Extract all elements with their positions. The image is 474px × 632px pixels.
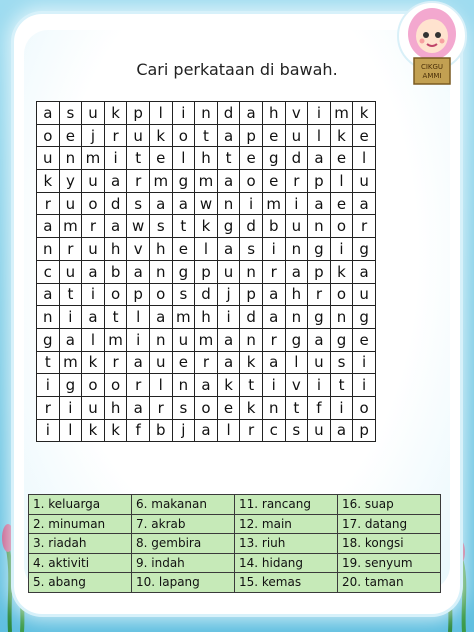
grid-cell[interactable]: n (149, 328, 172, 351)
grid-cell[interactable]: a (240, 102, 263, 125)
grid-row (37, 328, 376, 351)
grid-cell[interactable]: l (149, 102, 172, 125)
grid-cell[interactable]: a (353, 260, 376, 283)
grid-cell[interactable]: o (104, 374, 127, 397)
grid-cell[interactable]: a (82, 306, 105, 329)
grid-cell[interactable]: a (37, 283, 60, 306)
grid-cell[interactable]: a (127, 260, 150, 283)
grid-cell[interactable]: a (104, 170, 127, 193)
grid-cell[interactable]: s (149, 215, 172, 238)
grid-cell[interactable]: a (195, 419, 218, 442)
word-list-item: 20. taman (338, 573, 441, 593)
grid-cell[interactable]: u (172, 328, 195, 351)
grid-cell[interactable]: k (82, 419, 105, 442)
grid-cell[interactable]: u (82, 170, 105, 193)
grid-cell[interactable]: r (104, 351, 127, 374)
grid-cell[interactable]: u (127, 124, 150, 147)
grid-cell[interactable]: k (240, 351, 263, 374)
grid-cell[interactable]: t (285, 396, 308, 419)
grid-cell[interactable]: a (127, 396, 150, 419)
grid-cell[interactable]: h (195, 306, 218, 329)
grid-cell[interactable]: c (37, 260, 60, 283)
grid-cell[interactable]: t (240, 374, 263, 397)
grid-cell[interactable]: m (195, 170, 218, 193)
grid-cell[interactable]: i (82, 283, 105, 306)
grid-cell[interactable]: e (172, 351, 195, 374)
grid-cell[interactable]: j (82, 124, 105, 147)
grid-cell[interactable]: r (195, 351, 218, 374)
grid-cell[interactable]: g (59, 374, 82, 397)
grid-cell[interactable]: g (285, 328, 308, 351)
word-list-row (29, 495, 441, 515)
grid-cell[interactable]: h (149, 238, 172, 261)
grid-cell[interactable]: i (37, 374, 60, 397)
grid-cell[interactable]: a (149, 192, 172, 215)
grid-cell[interactable]: r (82, 215, 105, 238)
grid-cell[interactable]: e (240, 147, 263, 170)
grid-cell[interactable]: s (172, 283, 195, 306)
grid-cell[interactable]: u (308, 419, 331, 442)
word-list-item: 19. senyum (338, 553, 441, 573)
grid-cell[interactable]: o (240, 170, 263, 193)
grid-cell[interactable]: b (149, 419, 172, 442)
grid-cell[interactable]: h (262, 102, 285, 125)
grid-cell[interactable]: l (82, 328, 105, 351)
grid-cell[interactable]: r (127, 170, 150, 193)
grid-cell[interactable]: l (285, 351, 308, 374)
grid-cell[interactable]: d (195, 283, 218, 306)
grid-cell[interactable]: n (149, 260, 172, 283)
grid-cell[interactable]: i (353, 351, 376, 374)
grid-row (37, 283, 376, 306)
mascot-badge-text: CIKGU AMMI (420, 63, 444, 80)
grid-cell[interactable]: a (217, 328, 240, 351)
grid-cell[interactable]: o (330, 283, 353, 306)
grid-cell[interactable]: a (262, 306, 285, 329)
grid-cell[interactable]: m (104, 328, 127, 351)
grid-cell[interactable]: t (195, 124, 218, 147)
grid-cell[interactable]: m (82, 147, 105, 170)
grid-cell[interactable]: a (308, 147, 331, 170)
grid-cell[interactable]: r (262, 260, 285, 283)
grid-cell[interactable]: n (240, 328, 263, 351)
grid-cell[interactable]: k (149, 124, 172, 147)
word-list-item: 14. hidang (235, 553, 338, 573)
grid-cell[interactable]: n (285, 238, 308, 261)
grid-cell[interactable]: t (330, 374, 353, 397)
grid-cell[interactable]: i (262, 238, 285, 261)
grid-cell[interactable]: n (37, 238, 60, 261)
grid-cell[interactable]: r (59, 238, 82, 261)
grid-cell[interactable]: g (308, 306, 331, 329)
grid-cell[interactable]: p (127, 102, 150, 125)
grid-row (37, 351, 376, 374)
grid-row (37, 147, 376, 170)
grid-cell[interactable]: s (330, 351, 353, 374)
grid-cell[interactable]: e (353, 328, 376, 351)
word-list-item: 1. keluarga (29, 495, 132, 515)
grid-cell[interactable]: h (104, 396, 127, 419)
grid-cell[interactable]: s (240, 238, 263, 261)
grid-cell[interactable]: g (330, 328, 353, 351)
grid-cell[interactable]: j (217, 283, 240, 306)
grid-cell[interactable]: t (37, 351, 60, 374)
grid-cell[interactable]: p (240, 124, 263, 147)
grid-cell[interactable]: j (172, 419, 195, 442)
grid-cell[interactable]: h (104, 238, 127, 261)
grid-cell[interactable]: a (217, 238, 240, 261)
grid-cell[interactable]: p (353, 419, 376, 442)
grid-cell[interactable]: n (285, 306, 308, 329)
grid-cell[interactable]: m (59, 351, 82, 374)
grid-cell[interactable]: i (285, 192, 308, 215)
grid-cell[interactable]: a (262, 351, 285, 374)
word-list-item: 6. makanan (132, 495, 235, 515)
grid-cell[interactable]: r (127, 374, 150, 397)
grid-cell[interactable]: g (172, 170, 195, 193)
grid-cell[interactable]: o (195, 396, 218, 419)
grid-cell[interactable]: d (240, 215, 263, 238)
grid-cell[interactable]: u (37, 147, 60, 170)
grid-cell[interactable]: i (240, 192, 263, 215)
grid-row (37, 306, 376, 329)
grid-cell[interactable]: g (262, 147, 285, 170)
grid-cell[interactable]: i (330, 396, 353, 419)
grid-cell[interactable]: r (37, 192, 60, 215)
grid-cell[interactable]: l (353, 147, 376, 170)
grid-cell[interactable]: e (217, 396, 240, 419)
grid-cell[interactable]: s (172, 396, 195, 419)
grid-cell[interactable]: n (308, 215, 331, 238)
grid-cell[interactable]: e (149, 147, 172, 170)
grid-cell[interactable]: k (104, 102, 127, 125)
grid-cell[interactable]: i (59, 306, 82, 329)
word-search-grid (36, 101, 376, 442)
grid-cell[interactable]: i (308, 102, 331, 125)
grid-cell[interactable]: p (308, 260, 331, 283)
grid-cell[interactable]: a (172, 192, 195, 215)
grid-cell[interactable]: e (262, 124, 285, 147)
grid-cell[interactable]: a (217, 351, 240, 374)
grid-cell[interactable]: r (262, 328, 285, 351)
grid-row (37, 124, 376, 147)
word-list-item: 5. abang (29, 573, 132, 593)
word-list-item: 3. riadah (29, 534, 132, 554)
grid-cell[interactable]: u (82, 396, 105, 419)
grid-cell[interactable]: g (37, 328, 60, 351)
word-list-item: 17. datang (338, 514, 441, 534)
grid-cell[interactable]: b (262, 215, 285, 238)
grid-cell[interactable]: i (217, 306, 240, 329)
grid-cell[interactable]: s (285, 419, 308, 442)
grid-cell[interactable]: a (285, 260, 308, 283)
grid-cell[interactable]: n (195, 102, 218, 125)
word-list-row (29, 534, 441, 554)
grid-cell[interactable]: i (262, 374, 285, 397)
grid-row (37, 170, 376, 193)
grid-row (37, 260, 376, 283)
grid-cell[interactable]: b (104, 260, 127, 283)
grid-cell[interactable]: a (308, 328, 331, 351)
grid-cell[interactable]: t (59, 283, 82, 306)
grid-cell[interactable]: k (104, 419, 127, 442)
grid-cell[interactable]: u (353, 283, 376, 306)
grid-cell[interactable]: o (149, 283, 172, 306)
grid-cell[interactable]: l (149, 374, 172, 397)
grid-cell[interactable]: l (330, 170, 353, 193)
grid-cell[interactable]: o (172, 124, 195, 147)
page-title: Cari perkataan di bawah. (136, 60, 338, 79)
grid-cell[interactable]: a (195, 374, 218, 397)
grid-cell[interactable]: w (127, 215, 150, 238)
grid-cell[interactable]: a (37, 215, 60, 238)
grid-cell[interactable]: m (330, 102, 353, 125)
grid-row (37, 102, 376, 125)
grid-cell[interactable]: u (217, 260, 240, 283)
word-list-row (29, 514, 441, 534)
grid-cell[interactable]: s (59, 102, 82, 125)
grid-cell[interactable]: l (308, 124, 331, 147)
grid-cell[interactable]: n (59, 147, 82, 170)
grid-cell[interactable]: m (262, 192, 285, 215)
grid-cell[interactable]: n (172, 374, 195, 397)
grid-cell[interactable]: k (330, 260, 353, 283)
grid-cell[interactable]: p (127, 283, 150, 306)
grid-cell[interactable]: p (308, 170, 331, 193)
grid-row (37, 192, 376, 215)
grid-cell[interactable]: g (308, 238, 331, 261)
grid-cell[interactable]: t (217, 147, 240, 170)
word-list-item: 10. lapang (132, 573, 235, 593)
grid-cell[interactable]: n (330, 306, 353, 329)
grid-cell[interactable]: a (217, 124, 240, 147)
grid-cell[interactable]: a (353, 192, 376, 215)
grid-cell[interactable]: r (285, 170, 308, 193)
grid-cell[interactable]: l (172, 147, 195, 170)
grid-cell[interactable]: t (127, 147, 150, 170)
grid-cell[interactable]: n (217, 192, 240, 215)
grid-row (37, 374, 376, 397)
grid-cell[interactable]: i (59, 396, 82, 419)
grid-cell[interactable]: g (172, 260, 195, 283)
grid-cell[interactable]: s (127, 192, 150, 215)
grid-cell[interactable]: u (285, 124, 308, 147)
grid-cell[interactable]: m (172, 306, 195, 329)
grid-cell[interactable]: i (308, 374, 331, 397)
grid-cell[interactable]: i (353, 374, 376, 397)
word-list-row (29, 573, 441, 593)
grid-row (37, 419, 376, 442)
grid-cell[interactable]: m (59, 215, 82, 238)
grid-cell[interactable]: a (308, 192, 331, 215)
grid-cell[interactable]: r (240, 419, 263, 442)
grid-cell[interactable]: o (82, 192, 105, 215)
grid-cell[interactable]: e (330, 147, 353, 170)
grid-cell[interactable]: o (37, 124, 60, 147)
grid-cell[interactable]: v (285, 102, 308, 125)
grid-cell[interactable]: e (330, 192, 353, 215)
grid-cell[interactable]: g (353, 306, 376, 329)
grid-cell[interactable]: l (217, 419, 240, 442)
grid-cell[interactable]: v (285, 374, 308, 397)
grid-cell[interactable]: l (127, 306, 150, 329)
grid-cell[interactable]: m (149, 170, 172, 193)
grid-cell[interactable]: u (59, 192, 82, 215)
grid-cell[interactable]: a (104, 215, 127, 238)
grid-cell[interactable]: u (82, 102, 105, 125)
grid-cell[interactable]: i (104, 147, 127, 170)
grid-cell[interactable]: e (353, 124, 376, 147)
grid-cell[interactable]: o (353, 396, 376, 419)
grid-cell[interactable]: u (59, 260, 82, 283)
grid-cell[interactable]: w (195, 192, 218, 215)
grid-cell[interactable]: i (172, 102, 195, 125)
grid-cell[interactable]: n (240, 260, 263, 283)
grid-cell[interactable]: i (37, 419, 60, 442)
grid-cell[interactable]: v (127, 238, 150, 261)
grid-cell[interactable]: u (285, 215, 308, 238)
word-list-item: 15. kemas (235, 573, 338, 593)
word-list-row (29, 553, 441, 573)
grid-cell[interactable]: d (104, 192, 127, 215)
grid-cell[interactable]: h (195, 147, 218, 170)
word-list-item: 12. main (235, 514, 338, 534)
word-list-item: 18. kongsi (338, 534, 441, 554)
grid-cell[interactable]: u (353, 170, 376, 193)
grid-cell[interactable]: a (127, 351, 150, 374)
grid-cell[interactable]: c (262, 419, 285, 442)
word-list-item: 11. rancang (235, 495, 338, 515)
word-list-item: 4. aktiviti (29, 553, 132, 573)
grid-cell[interactable]: f (308, 396, 331, 419)
grid-cell[interactable]: t (172, 215, 195, 238)
grid-cell[interactable]: u (149, 351, 172, 374)
word-list (28, 494, 441, 593)
grid-cell[interactable]: r (353, 215, 376, 238)
grid-cell[interactable]: k (353, 102, 376, 125)
grid-cell[interactable]: l (59, 419, 82, 442)
grid-cell[interactable]: d (285, 147, 308, 170)
grid-cell[interactable]: a (82, 260, 105, 283)
grid-row (37, 396, 376, 419)
grid-cell[interactable]: l (195, 238, 218, 261)
grid-cell[interactable]: a (37, 102, 60, 125)
grid-cell[interactable]: p (240, 283, 263, 306)
grid-cell[interactable]: n (37, 306, 60, 329)
word-list-item: 8. gembira (132, 534, 235, 554)
grid-cell[interactable]: t (104, 306, 127, 329)
grid-cell[interactable]: r (37, 396, 60, 419)
grid-cell[interactable]: o (330, 215, 353, 238)
grid-cell[interactable]: k (195, 215, 218, 238)
grid-cell[interactable]: k (330, 124, 353, 147)
grid-cell[interactable]: m (195, 328, 218, 351)
grid-cell[interactable]: n (262, 396, 285, 419)
grid-cell[interactable]: e (59, 124, 82, 147)
word-list-item: 2. minuman (29, 514, 132, 534)
grid-cell[interactable]: k (37, 170, 60, 193)
grid-cell[interactable]: k (240, 396, 263, 419)
grid-cell[interactable]: u (308, 351, 331, 374)
grid-cell[interactable]: a (262, 283, 285, 306)
grid-cell[interactable]: a (59, 328, 82, 351)
grid-cell[interactable]: g (353, 238, 376, 261)
grid-cell[interactable]: i (127, 328, 150, 351)
grid-cell[interactable]: a (330, 419, 353, 442)
grid-row (37, 215, 376, 238)
grid-cell[interactable]: k (82, 351, 105, 374)
grid-cell[interactable]: r (104, 124, 127, 147)
grid-cell[interactable]: d (240, 306, 263, 329)
grid-cell[interactable]: u (82, 238, 105, 261)
grid-cell[interactable]: p (195, 260, 218, 283)
grid-cell[interactable]: y (59, 170, 82, 193)
word-list-item: 16. suap (338, 495, 441, 515)
grid-cell[interactable]: r (149, 396, 172, 419)
grid-cell[interactable]: e (262, 170, 285, 193)
grid-cell[interactable]: o (104, 283, 127, 306)
word-list-item: 9. indah (132, 553, 235, 573)
grid-cell[interactable]: g (217, 215, 240, 238)
grid-cell[interactable]: f (127, 419, 150, 442)
grid-row (37, 238, 376, 261)
grid-cell[interactable]: k (217, 374, 240, 397)
grid-cell[interactable]: i (330, 238, 353, 261)
word-list-item: 13. riuh (235, 534, 338, 554)
grid-cell[interactable]: h (285, 283, 308, 306)
word-list-item: 7. akrab (132, 514, 235, 534)
grid-cell[interactable]: e (172, 238, 195, 261)
grid-cell[interactable]: d (217, 102, 240, 125)
grid-cell[interactable]: o (82, 374, 105, 397)
grid-cell[interactable]: a (217, 170, 240, 193)
grid-cell[interactable]: r (308, 283, 331, 306)
grid-cell[interactable]: a (149, 306, 172, 329)
